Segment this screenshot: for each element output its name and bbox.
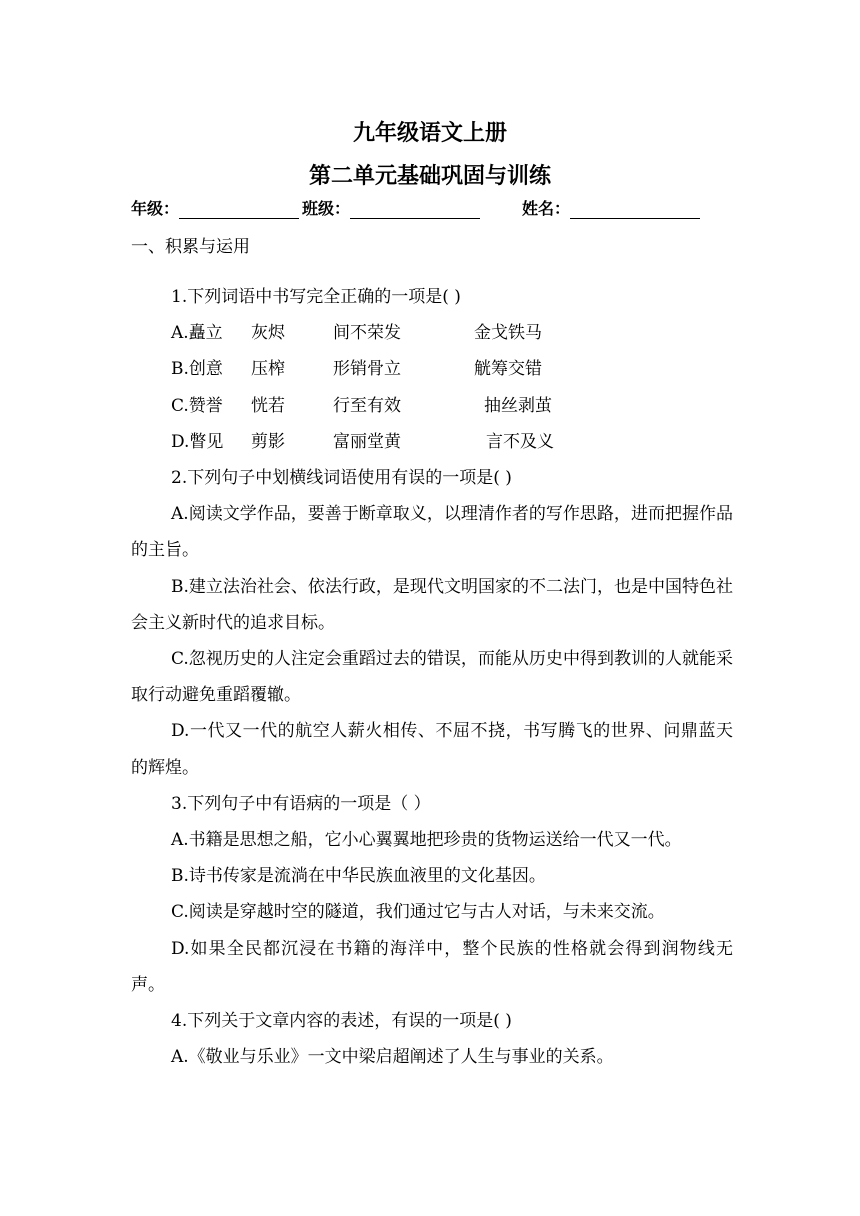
q4-stem: 4.下列关于文章内容的表述，有误的一项是( ) xyxy=(171,1011,512,1031)
q1-stem: 1.下列词语中书写完全正确的一项是( ) xyxy=(171,287,461,307)
name-field xyxy=(522,196,700,219)
class-field xyxy=(302,196,480,219)
q2-option-c: C.忽视历史的人注定会重蹈过去的错误，而能从历史中得到教训的人就能采取行动避免重蹈覆辙。 xyxy=(131,648,733,706)
name-label: 姓名： xyxy=(522,199,571,218)
q2-option-d: D.一代又一代的航空人薪火相传、不屈不挠，书写腾飞的世界、问鼎蓝天的辉煌。 xyxy=(131,721,733,778)
q3-option-c: C.阅读是穿越时空的隧道，我们通过它与古人对话，与未来交流。 xyxy=(171,902,665,923)
q1-option-b: B.创意 压榨 形销骨立 觥筹交错 xyxy=(171,359,542,380)
q3-option-d: D.如果全民都沉浸在书籍的海洋中，整个民族的性格就会得到润物线无声。 xyxy=(131,938,733,995)
grade-blank xyxy=(179,202,299,219)
page-title: 九年级语文上册 xyxy=(352,121,507,146)
class-label: 班级： xyxy=(302,199,351,218)
q2-stem: 2.下列句子中划横线词语使用有误的一项是( ) xyxy=(171,467,512,488)
q1-option-d: D.瞥见 剪影 富丽堂黄 言不及义 xyxy=(171,431,554,452)
question-list xyxy=(131,279,733,1075)
q3-option-a: A.书籍是思想之船，它小心翼翼地把珍贵的货物运送给一代又一代。 xyxy=(171,829,682,850)
grade-label: 年级： xyxy=(131,199,180,218)
q1-option-a: A.矗立 灰烬 间不荣发 金戈铁马 xyxy=(171,323,542,344)
q4-option-a: A.《敬业与乐业》一文中梁启超阐述了人生与事业的关系。 xyxy=(171,1047,614,1068)
name-blank xyxy=(570,202,700,219)
page-subtitle: 第二单元基础巩固与训练 xyxy=(308,164,551,189)
q2-option-b: B.建立法治社会、依法行政，是现代文明国家的不二法门，也是中国特色社会主义新时代的追求目标。 xyxy=(131,576,733,633)
grade-field xyxy=(131,196,299,219)
q3-stem: 3.下列句子中有语病的一项是（ ） xyxy=(171,793,431,814)
q2-option-a: A.阅读文学作品，要善于断章取义，以理清作者的写作思路，进而把握作品的主旨。 xyxy=(131,504,733,561)
section-heading: 一、积累与运用 xyxy=(131,237,250,257)
q3-option-b: B.诗书传家是流淌在中华民族血液里的文化基因。 xyxy=(171,866,546,887)
q1-option-c: C.赞誉 恍若 行至有效 抽丝剥茧 xyxy=(171,395,552,416)
class-blank xyxy=(350,202,480,219)
